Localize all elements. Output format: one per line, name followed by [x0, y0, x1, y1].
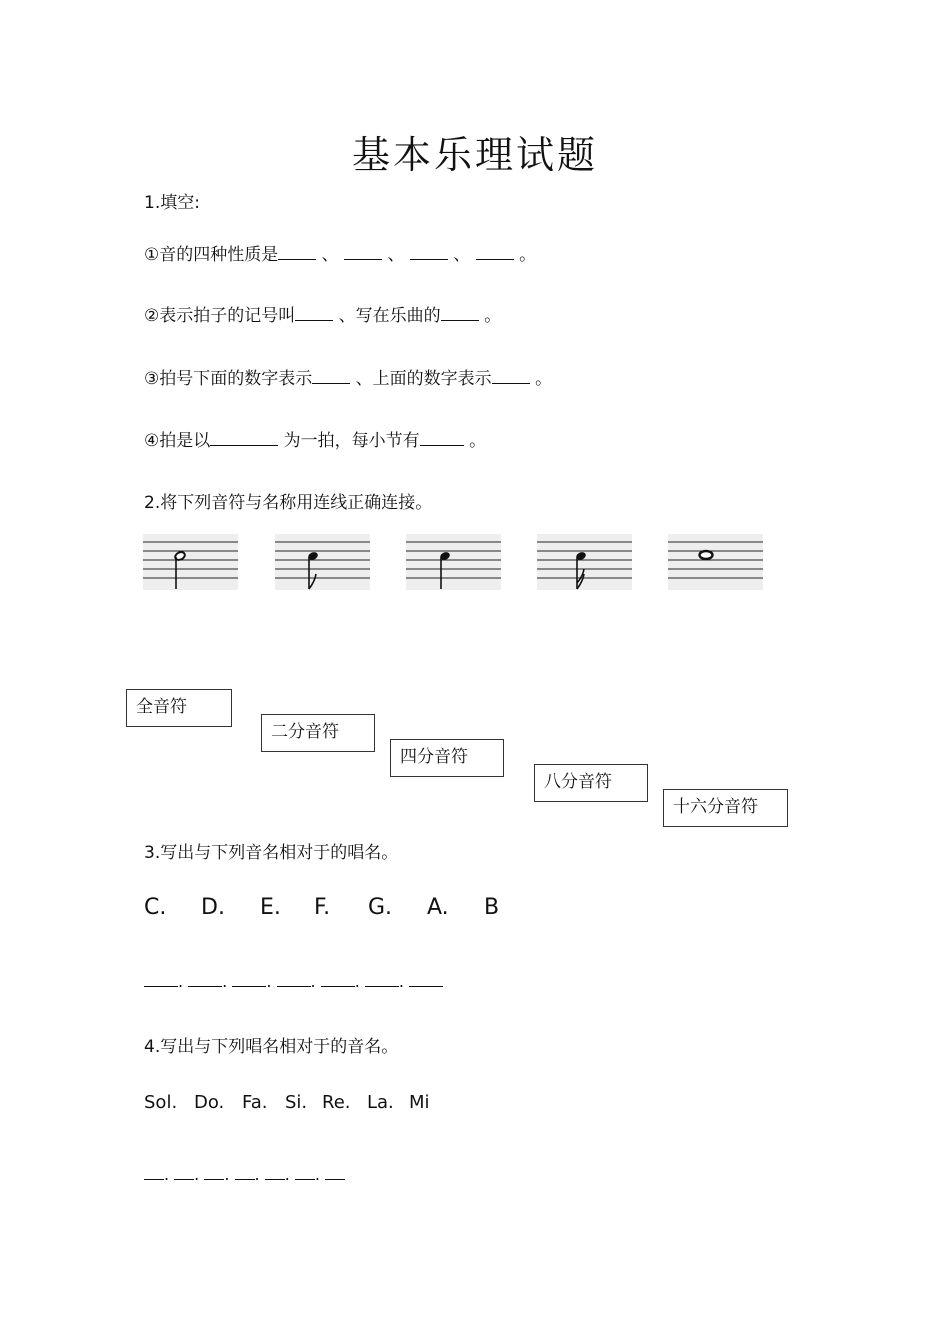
q1-line-4: [144, 426, 486, 451]
q1-l4-end: 。: [469, 431, 487, 451]
q1-l3-text: ③拍号下面的数字表示: [144, 369, 313, 389]
staff-half-note: [143, 534, 238, 590]
staff-whole-note: [668, 534, 763, 590]
q1-line-3: [144, 364, 552, 389]
solfege-fa: Fa.: [242, 1092, 268, 1113]
answer-blank[interactable]: [476, 243, 514, 260]
q1-l1-end: 。: [519, 245, 537, 265]
q1-line-2: [144, 301, 501, 326]
q3-answer-blanks[interactable]: . . . . . .: [144, 972, 443, 991]
solfege-re: Re.: [322, 1092, 351, 1113]
answer-blank[interactable]: [410, 243, 448, 260]
answer-blank[interactable]: [278, 243, 316, 260]
q1-line-1: [144, 240, 536, 265]
q1-l4-sep1: 为一拍，每小节有: [283, 431, 420, 451]
answer-blank[interactable]: [344, 243, 382, 260]
box-half-note[interactable]: 二分音符: [261, 714, 375, 752]
q2-heading: 2.将下列音符与名称用连线正确连接。: [144, 493, 433, 513]
q4-heading: 4.写出与下列唱名相对于的音名。: [144, 1037, 399, 1057]
q1-l1-sep1: 、: [321, 245, 339, 265]
solfege-sol: Sol.: [144, 1092, 178, 1113]
letter-c: C.: [144, 895, 167, 920]
solfege-mi: Mi: [409, 1092, 430, 1113]
answer-blank[interactable]: [312, 367, 350, 384]
box-quarter-note[interactable]: 四分音符: [390, 739, 504, 777]
q1-l2-text: ②表示拍子的记号叫: [144, 306, 296, 326]
page-title: 基本乐理试题: [351, 133, 598, 177]
q1-l2-end: 。: [484, 306, 502, 326]
letter-e: E.: [260, 895, 281, 920]
q3-heading: 3.写出与下列音名相对于的唱名。: [144, 843, 399, 863]
answer-blank[interactable]: [492, 367, 530, 384]
answer-blank[interactable]: [210, 429, 278, 446]
box-sixteenth-note[interactable]: 十六分音符: [663, 789, 788, 827]
q1-l1-sep2: 、: [387, 245, 405, 265]
letter-g: G.: [368, 895, 393, 920]
letter-a: A.: [427, 895, 449, 920]
staff-quarter-note: [406, 534, 501, 590]
q1-l1-sep3: 、: [453, 245, 471, 265]
q1-l4-text: ④拍是以: [144, 431, 211, 451]
q1-l1-text: ①音的四种性质是: [144, 245, 279, 265]
solfege-la: La.: [367, 1092, 394, 1113]
q1-l3-sep1: 、上面的数字表示: [355, 369, 492, 389]
letter-b: B: [484, 895, 500, 920]
staff-eighth-note: [275, 534, 370, 590]
answer-blank[interactable]: [441, 304, 479, 321]
answer-blank[interactable]: [295, 304, 333, 321]
letter-d: D.: [201, 895, 225, 920]
box-whole-note[interactable]: 全音符: [126, 689, 232, 727]
q1-l2-sep1: 、写在乐曲的: [338, 306, 441, 326]
solfege-do: Do.: [194, 1092, 225, 1113]
q1-l3-end: 。: [535, 369, 553, 389]
q1-heading: 1.填空:: [144, 193, 200, 213]
letter-f: F.: [314, 895, 331, 920]
solfege-si: Si.: [285, 1092, 308, 1113]
box-eighth-note[interactable]: 八分音符: [534, 764, 648, 802]
q4-answer-blanks[interactable]: . . . . . .: [144, 1165, 345, 1184]
whole-note-icon: [700, 551, 713, 559]
staff-sixteenth-note: [537, 534, 632, 590]
answer-blank[interactable]: [420, 429, 464, 446]
